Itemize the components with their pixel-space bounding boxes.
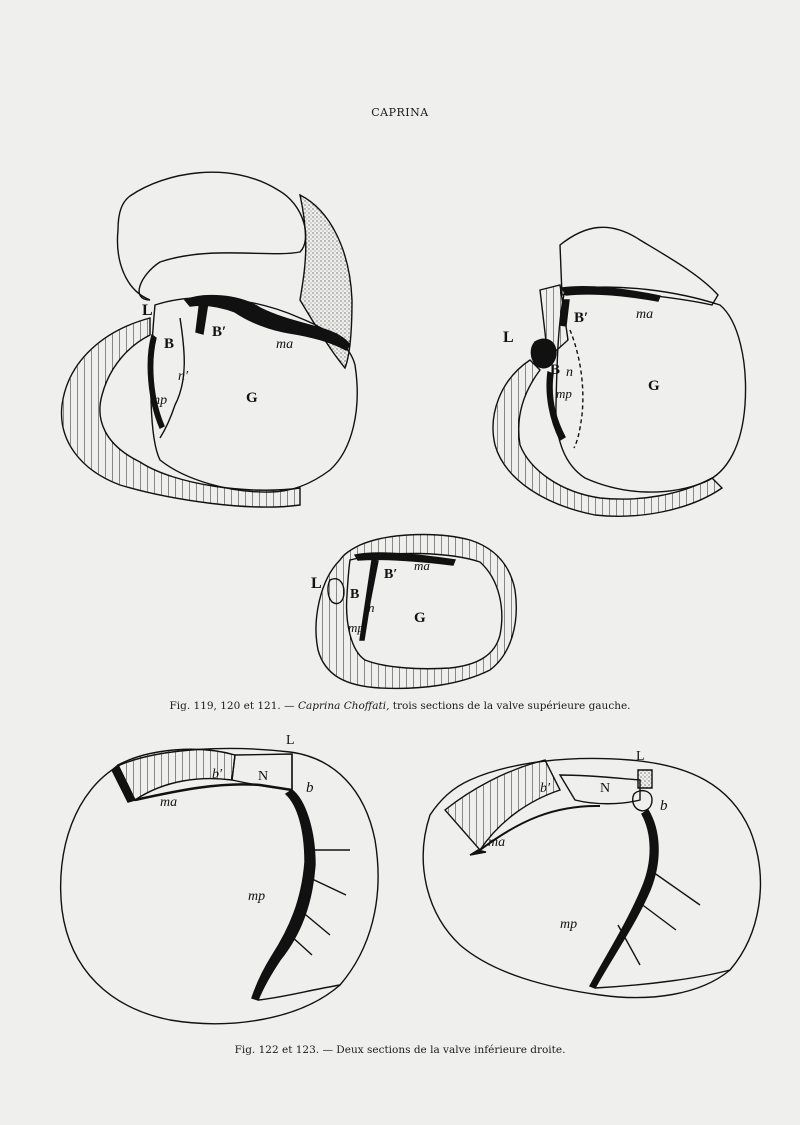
fig123-label-N: N bbox=[600, 781, 611, 796]
caption-figs-122-123: Fig. 122 et 123. — Deux sections de la valve inférieure droite. bbox=[234, 1044, 566, 1056]
fig122-label-mp: mp bbox=[248, 889, 266, 904]
fig119-umbo bbox=[117, 172, 305, 300]
figure-123 bbox=[423, 758, 760, 997]
fig123-label-mp: mp bbox=[560, 917, 578, 932]
fig122-label-L: L bbox=[286, 733, 295, 748]
running-header: CAPRINA bbox=[371, 106, 429, 119]
fig122-label-ma: ma bbox=[160, 795, 178, 810]
figure-119 bbox=[62, 172, 358, 507]
fig120-label-G: G bbox=[648, 378, 660, 394]
fig123-L-block bbox=[638, 770, 652, 788]
fig120-label-n: n bbox=[566, 365, 573, 380]
fig120-label-mp: mp bbox=[556, 386, 572, 401]
fig123-ribbed-dark bbox=[470, 850, 486, 855]
fig123-label-L: L bbox=[636, 749, 645, 764]
fig122-branch-3 bbox=[300, 910, 330, 935]
fig122-branch-2 bbox=[310, 878, 346, 895]
fig119-label-n-prime: n′ bbox=[178, 369, 189, 384]
fig123-inner-contour bbox=[595, 970, 730, 988]
caption-119-rest: trois sections de la valve supérieure gauche. bbox=[392, 700, 631, 712]
fig121-label-n: n bbox=[368, 600, 375, 615]
fig121-label-G: G bbox=[414, 610, 426, 626]
fig122-label-b-prime: b′ bbox=[212, 767, 223, 782]
fig123-label-b-prime: b′ bbox=[540, 781, 551, 796]
fig119-ribbed-shell bbox=[62, 318, 300, 507]
fig121-label-mp: mp bbox=[348, 620, 364, 635]
fig121-label-ma: ma bbox=[414, 558, 430, 573]
fig119-label-L: L bbox=[142, 302, 153, 319]
fig122-branch-4 bbox=[290, 935, 312, 955]
fig122-label-b: b bbox=[306, 780, 314, 796]
fig123-label-ma: ma bbox=[488, 835, 506, 850]
fig123-label-b: b bbox=[660, 798, 668, 814]
fig120-partition-n bbox=[570, 330, 583, 448]
fig122-outline bbox=[61, 748, 378, 1023]
fig120-label-B: B bbox=[550, 362, 561, 378]
fig123-mp-septum bbox=[590, 810, 658, 988]
fig120-label-L: L bbox=[503, 329, 514, 346]
fig119-label-ma: ma bbox=[276, 337, 294, 352]
caption-figs-119-121 bbox=[0, 700, 800, 712]
fig119-label-B-prime: B′ bbox=[212, 324, 227, 340]
fig119-label-B: B bbox=[164, 336, 175, 352]
fig122-inner-contour bbox=[258, 985, 340, 1000]
fig121-label-L: L bbox=[311, 575, 322, 592]
fig122-label-N: N bbox=[258, 769, 269, 784]
fig119-inner-margin bbox=[148, 335, 164, 428]
figure-122 bbox=[61, 748, 378, 1023]
fig121-label-B: B bbox=[350, 587, 360, 602]
fig121-label-B-prime: B′ bbox=[384, 567, 398, 582]
figure-120 bbox=[493, 227, 745, 516]
fig123-branch-1 bbox=[650, 870, 700, 905]
fig123-branch-2 bbox=[636, 900, 676, 930]
fig119-label-mp: mp bbox=[150, 393, 168, 408]
fig120-ribbed-shell bbox=[493, 360, 722, 516]
caption-119-taxon: Caprina Choffati, bbox=[297, 700, 390, 712]
caption-119-prefix: Fig. 119, 120 et 121. — bbox=[169, 700, 295, 712]
fig120-label-ma: ma bbox=[636, 307, 654, 322]
fig119-label-G: G bbox=[246, 390, 258, 406]
fig120-label-B-prime: B′ bbox=[574, 310, 589, 326]
